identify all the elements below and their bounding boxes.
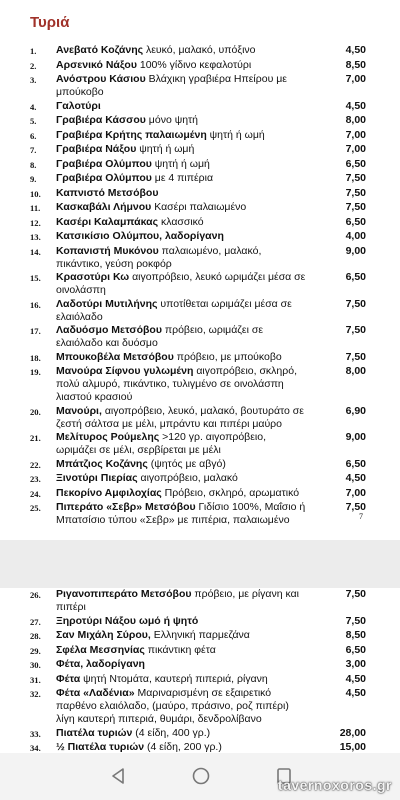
item-name: Γραβιέρα Ολύμπου bbox=[56, 172, 152, 184]
item-description bbox=[56, 114, 314, 127]
menu-item bbox=[30, 324, 370, 350]
menu-item bbox=[30, 658, 370, 672]
item-number: 25. bbox=[30, 503, 41, 513]
item-detail: μόνο ψητή bbox=[145, 114, 199, 126]
item-detail: αιγοπρόβειο, λευκό, μαλακό, βουτυράτο σε ζεστή σάλτσα με μέλι, μπράντυ και πιπέρι μαύρο bbox=[56, 404, 304, 430]
item-number: 21. bbox=[30, 433, 41, 443]
item-number: 30. bbox=[30, 660, 41, 670]
item-detail: κλασσικό bbox=[158, 215, 204, 228]
section-title: Τυριά bbox=[30, 14, 70, 31]
item-price: 7,50 bbox=[345, 297, 366, 310]
item-price: 8,00 bbox=[345, 114, 366, 126]
item-number: 33. bbox=[30, 728, 41, 739]
menu-item bbox=[30, 644, 370, 658]
item-number: 26. bbox=[30, 590, 41, 600]
item-name: ½ Πιατέλα τυριών bbox=[56, 741, 145, 753]
menu-item bbox=[30, 458, 370, 472]
page-number: 7 bbox=[359, 512, 363, 521]
item-price: 7,50 bbox=[345, 186, 366, 199]
item-detail: (ψητός με αβγό) bbox=[147, 457, 226, 470]
item-description bbox=[56, 615, 314, 628]
item-price: 7,50 bbox=[345, 501, 366, 513]
menu-item bbox=[30, 588, 370, 614]
item-description bbox=[56, 351, 314, 364]
item-price: 8,00 bbox=[345, 365, 366, 377]
menu-item bbox=[30, 431, 370, 457]
item-description bbox=[56, 245, 314, 271]
menu-item bbox=[30, 673, 370, 687]
menu-item bbox=[30, 271, 370, 297]
item-name: Ξηροτύρι Νάξου ωμό ή ψητό bbox=[56, 614, 199, 627]
item-detail: Ελληνική παρμεζάνα bbox=[150, 629, 250, 641]
item-price: 6,50 bbox=[345, 215, 366, 228]
item-detail: αιγοπρόβειο, λευκό ωριμάζει μέσα σε οινολάσπη bbox=[56, 271, 306, 296]
menu-item bbox=[30, 501, 370, 527]
item-description bbox=[56, 59, 314, 72]
item-price: 28,00 bbox=[339, 726, 366, 739]
item-price: 4,50 bbox=[345, 44, 366, 56]
item-number: 31. bbox=[30, 674, 41, 685]
item-price: 8,50 bbox=[345, 629, 366, 641]
item-description bbox=[56, 472, 314, 485]
item-price: 7,50 bbox=[345, 172, 366, 184]
menu-item bbox=[30, 100, 370, 114]
item-name: Λαδοτύρι Μυτιλήνης bbox=[56, 297, 158, 310]
item-number: 34. bbox=[30, 743, 41, 753]
item-detail: με 4 πιπέρια bbox=[151, 172, 214, 184]
item-price: 3,00 bbox=[345, 658, 366, 670]
item-description bbox=[56, 673, 314, 686]
item-price: 6,50 bbox=[345, 643, 366, 656]
item-price: 7,00 bbox=[345, 143, 366, 155]
item-description bbox=[56, 44, 314, 57]
item-name: Ανεβατό Κοζάνης bbox=[56, 44, 144, 56]
item-description bbox=[56, 501, 314, 527]
item-detail: πικάντικη φέτα bbox=[144, 643, 216, 656]
item-name: Φέτα bbox=[56, 672, 81, 685]
item-description bbox=[56, 658, 314, 671]
item-detail: Γιδίσιο 100%, Μαΐσιο ή Μπατσίσιο τύπου «Σεβρ» με πιπέρια, παλαιωμένο bbox=[56, 501, 306, 526]
item-name: Αρσενικό Νάξου bbox=[56, 58, 137, 71]
item-number: 4. bbox=[30, 101, 37, 112]
item-detail: λευκό, μαλακό, υπόξινο bbox=[143, 44, 256, 56]
item-detail: ψητή ή ωμή bbox=[206, 128, 265, 141]
item-description bbox=[56, 727, 314, 740]
menu-item bbox=[30, 73, 370, 99]
item-name: Κρασοτύρι Κω bbox=[56, 271, 130, 283]
page-gap bbox=[0, 540, 400, 588]
menu-list-1 bbox=[30, 44, 370, 528]
item-name: Μανούρι, bbox=[56, 404, 102, 417]
item-price: 4,50 bbox=[345, 472, 366, 484]
item-number: 10. bbox=[30, 188, 41, 199]
item-number: 27. bbox=[30, 616, 41, 627]
item-description bbox=[56, 271, 314, 297]
item-number: 7. bbox=[30, 145, 37, 155]
item-number: 16. bbox=[30, 299, 41, 310]
item-price: 4,50 bbox=[345, 687, 366, 699]
item-price: 4,50 bbox=[345, 672, 366, 685]
item-description bbox=[56, 687, 314, 726]
item-number: 5. bbox=[30, 116, 37, 126]
item-detail: πρόβειο, με μπούκοβο bbox=[173, 350, 282, 363]
item-description bbox=[56, 324, 314, 350]
item-detail: Μαριναρισμένη σε εξαιρετικό παρθένο ελαιόλαδο, (μαύρο, πράσινο, ροζ πιπέρι) λίγη καυτερή πιπεριά, θυμάρι, δενδρολίβανο bbox=[56, 687, 289, 725]
item-name: Μπάτζιος Κοζάνης bbox=[56, 457, 148, 470]
menu-item bbox=[30, 687, 370, 726]
item-price: 4,50 bbox=[345, 99, 366, 112]
item-detail: ψητή ή ωμή bbox=[136, 143, 195, 155]
item-description bbox=[56, 73, 314, 99]
item-description bbox=[56, 187, 314, 200]
item-description bbox=[56, 158, 314, 171]
item-description bbox=[56, 588, 314, 614]
item-name: Πιατέλα τυριών bbox=[56, 726, 133, 739]
item-number: 3. bbox=[30, 75, 37, 85]
item-number: 18. bbox=[30, 352, 41, 363]
item-description bbox=[56, 143, 314, 156]
menu-list-2 bbox=[30, 588, 370, 756]
item-detail: (4 είδη, 400 γρ.) bbox=[132, 726, 211, 739]
item-price: 7,50 bbox=[345, 588, 366, 600]
menu-item bbox=[30, 405, 370, 431]
item-description bbox=[56, 458, 314, 471]
item-name: Γραβιέρα Νάξου bbox=[56, 143, 137, 155]
item-name: Κασέρι Καλαμπάκας bbox=[56, 215, 159, 228]
menu-item bbox=[30, 487, 370, 501]
item-description bbox=[56, 629, 314, 642]
item-name: Ξινοτύρι Πιερίας bbox=[56, 472, 138, 484]
menu-item bbox=[30, 172, 370, 186]
item-price: 6,90 bbox=[345, 404, 366, 417]
item-name: Φέτα, λαδορίγανη bbox=[56, 658, 145, 670]
item-number: 28. bbox=[30, 631, 41, 641]
menu-item bbox=[30, 245, 370, 271]
item-name: Σφέλα Μεσσηνίας bbox=[56, 643, 145, 656]
item-detail: αιγοπρόβειο, μαλακό bbox=[137, 472, 238, 484]
item-detail: ψητή ή ωμή bbox=[151, 157, 210, 170]
item-price: 6,50 bbox=[345, 457, 366, 470]
item-name: Ριγανοπιπεράτο Μετσόβου bbox=[56, 588, 192, 600]
item-name: Πιπεράτο «Σεβρ» Μετσόβου bbox=[56, 501, 196, 513]
item-description bbox=[56, 298, 314, 324]
menu-item bbox=[30, 187, 370, 201]
item-name: Κατσικίσιο Ολύμπου, λαδορίγανη bbox=[56, 230, 224, 242]
item-number: 12. bbox=[30, 217, 41, 228]
item-price: 8,50 bbox=[345, 58, 366, 71]
item-description bbox=[56, 644, 314, 657]
item-number: 1. bbox=[30, 46, 37, 56]
menu-item bbox=[30, 201, 370, 215]
item-price: 7,50 bbox=[345, 614, 366, 627]
item-number: 6. bbox=[30, 130, 37, 141]
menu-item bbox=[30, 629, 370, 643]
item-price: 6,50 bbox=[345, 271, 366, 283]
menu-item bbox=[30, 615, 370, 629]
item-name: Καπνιστό Μετσόβου bbox=[56, 186, 159, 199]
item-price: 9,00 bbox=[345, 431, 366, 443]
menu-item bbox=[30, 230, 370, 244]
item-detail: 100% γίδινο κεφαλοτύρι bbox=[136, 58, 252, 71]
item-number: 2. bbox=[30, 60, 37, 71]
item-price: 7,00 bbox=[345, 73, 366, 85]
item-description bbox=[56, 216, 314, 229]
item-number: 11. bbox=[30, 203, 41, 213]
item-name: Μελίτυρος Ρούμελης bbox=[56, 431, 160, 443]
item-price: 15,00 bbox=[339, 741, 366, 753]
item-number: 19. bbox=[30, 367, 41, 377]
item-number: 9. bbox=[30, 174, 37, 184]
item-name: Μπουκοβέλα Μετσόβου bbox=[56, 350, 174, 363]
item-number: 32. bbox=[30, 689, 41, 699]
menu-item bbox=[30, 143, 370, 157]
item-number: 15. bbox=[30, 273, 41, 283]
item-name: Γραβιέρα Κάσσου bbox=[56, 114, 146, 126]
item-number: 14. bbox=[30, 246, 41, 257]
item-price: 4,00 bbox=[345, 230, 366, 242]
item-price: 6,50 bbox=[345, 157, 366, 170]
item-name: Μανούρα Σίφνου γυλωμένη bbox=[56, 365, 194, 377]
item-description bbox=[56, 487, 314, 500]
item-detail: (4 είδη, 200 γρ.) bbox=[144, 741, 222, 753]
item-name: Κασκαβάλι Λήμνου bbox=[56, 201, 152, 213]
item-number: 24. bbox=[30, 488, 41, 499]
item-description bbox=[56, 172, 314, 185]
menu-item bbox=[30, 727, 370, 741]
item-name: Σαν Μιχάλη Σύρου, bbox=[56, 629, 151, 641]
menu-item bbox=[30, 351, 370, 365]
item-detail: πρόβειο, με ρίγανη και πιπέρι bbox=[56, 588, 300, 613]
item-price: 7,50 bbox=[345, 350, 366, 363]
item-description bbox=[56, 100, 314, 113]
item-description bbox=[56, 405, 314, 431]
menu-item bbox=[30, 129, 370, 143]
menu-item bbox=[30, 114, 370, 128]
item-number: 23. bbox=[30, 474, 41, 484]
item-detail: πρόβειο, ωριμάζει σε ελαιόλαδο και δυόσμο bbox=[56, 324, 264, 349]
item-detail: Κασέρι παλαιωμένο bbox=[151, 201, 247, 213]
item-name: Γαλοτύρι bbox=[56, 99, 101, 112]
item-price: 7,00 bbox=[345, 486, 366, 499]
menu-item bbox=[30, 365, 370, 404]
menu-item bbox=[30, 298, 370, 324]
item-name: Φέτα «Λαδένια» bbox=[56, 687, 135, 699]
item-number: 22. bbox=[30, 459, 41, 470]
item-detail: >120 γρ. αιγοπρόβειο, ωριμάζει σε μέλι, σερβίρεται με μέλι bbox=[56, 431, 266, 456]
item-price: 9,00 bbox=[345, 244, 366, 257]
watermark-text: tavernoxoros.gr bbox=[277, 777, 392, 793]
back-icon[interactable] bbox=[110, 767, 126, 785]
item-description bbox=[56, 230, 314, 243]
item-description bbox=[56, 365, 314, 404]
item-name: Γραβιέρα Κρήτης παλαιωμένη bbox=[56, 128, 207, 141]
item-name: Ανόστρου Κάσιου bbox=[56, 73, 146, 85]
item-detail: παλαιωμένο, μαλακό, πικάντικο, γεύση ροκφόρ bbox=[56, 244, 262, 270]
item-description bbox=[56, 431, 314, 457]
item-number: 17. bbox=[30, 326, 41, 336]
item-number: 8. bbox=[30, 159, 37, 170]
item-number: 13. bbox=[30, 232, 41, 242]
item-number: 29. bbox=[30, 645, 41, 656]
item-detail: ψητή Ντομάτα, καυτερή πιπεριά, ρίγανη bbox=[80, 672, 268, 685]
item-name: Γραβιέρα Ολύμπου bbox=[56, 157, 152, 170]
menu-item bbox=[30, 158, 370, 172]
home-icon[interactable] bbox=[192, 767, 210, 785]
item-detail: Πρόβειο, σκληρό, αρωματικό bbox=[161, 486, 300, 499]
menu-item bbox=[30, 59, 370, 73]
item-name: Πεκορίνο Αμφιλοχίας bbox=[56, 486, 162, 499]
item-name: Κοπανιστή Μυκόνου bbox=[56, 244, 159, 257]
menu-item bbox=[30, 472, 370, 486]
item-detail: Βλάχικη γραβιέρα Ηπείρου με μπούκοβο bbox=[56, 73, 287, 98]
item-price: 7,00 bbox=[345, 128, 366, 141]
item-price: 7,50 bbox=[345, 201, 366, 213]
item-detail: υποτίθεται ωριμάζει μέσα σε ελαιόλαδο bbox=[56, 297, 292, 323]
item-price: 7,50 bbox=[345, 324, 366, 336]
item-description bbox=[56, 201, 314, 214]
item-name: Λαδυόσμο Μετσόβου bbox=[56, 324, 162, 336]
item-detail: αιγοπρόβειο, σκληρό, πολύ αλμυρό, πικάντικο, τυλιγμένο σε οινολάσπη λιαστού κρασιού bbox=[56, 365, 298, 403]
menu-item bbox=[30, 216, 370, 230]
item-number: 20. bbox=[30, 406, 41, 417]
menu-item bbox=[30, 44, 370, 58]
item-description bbox=[56, 129, 314, 142]
